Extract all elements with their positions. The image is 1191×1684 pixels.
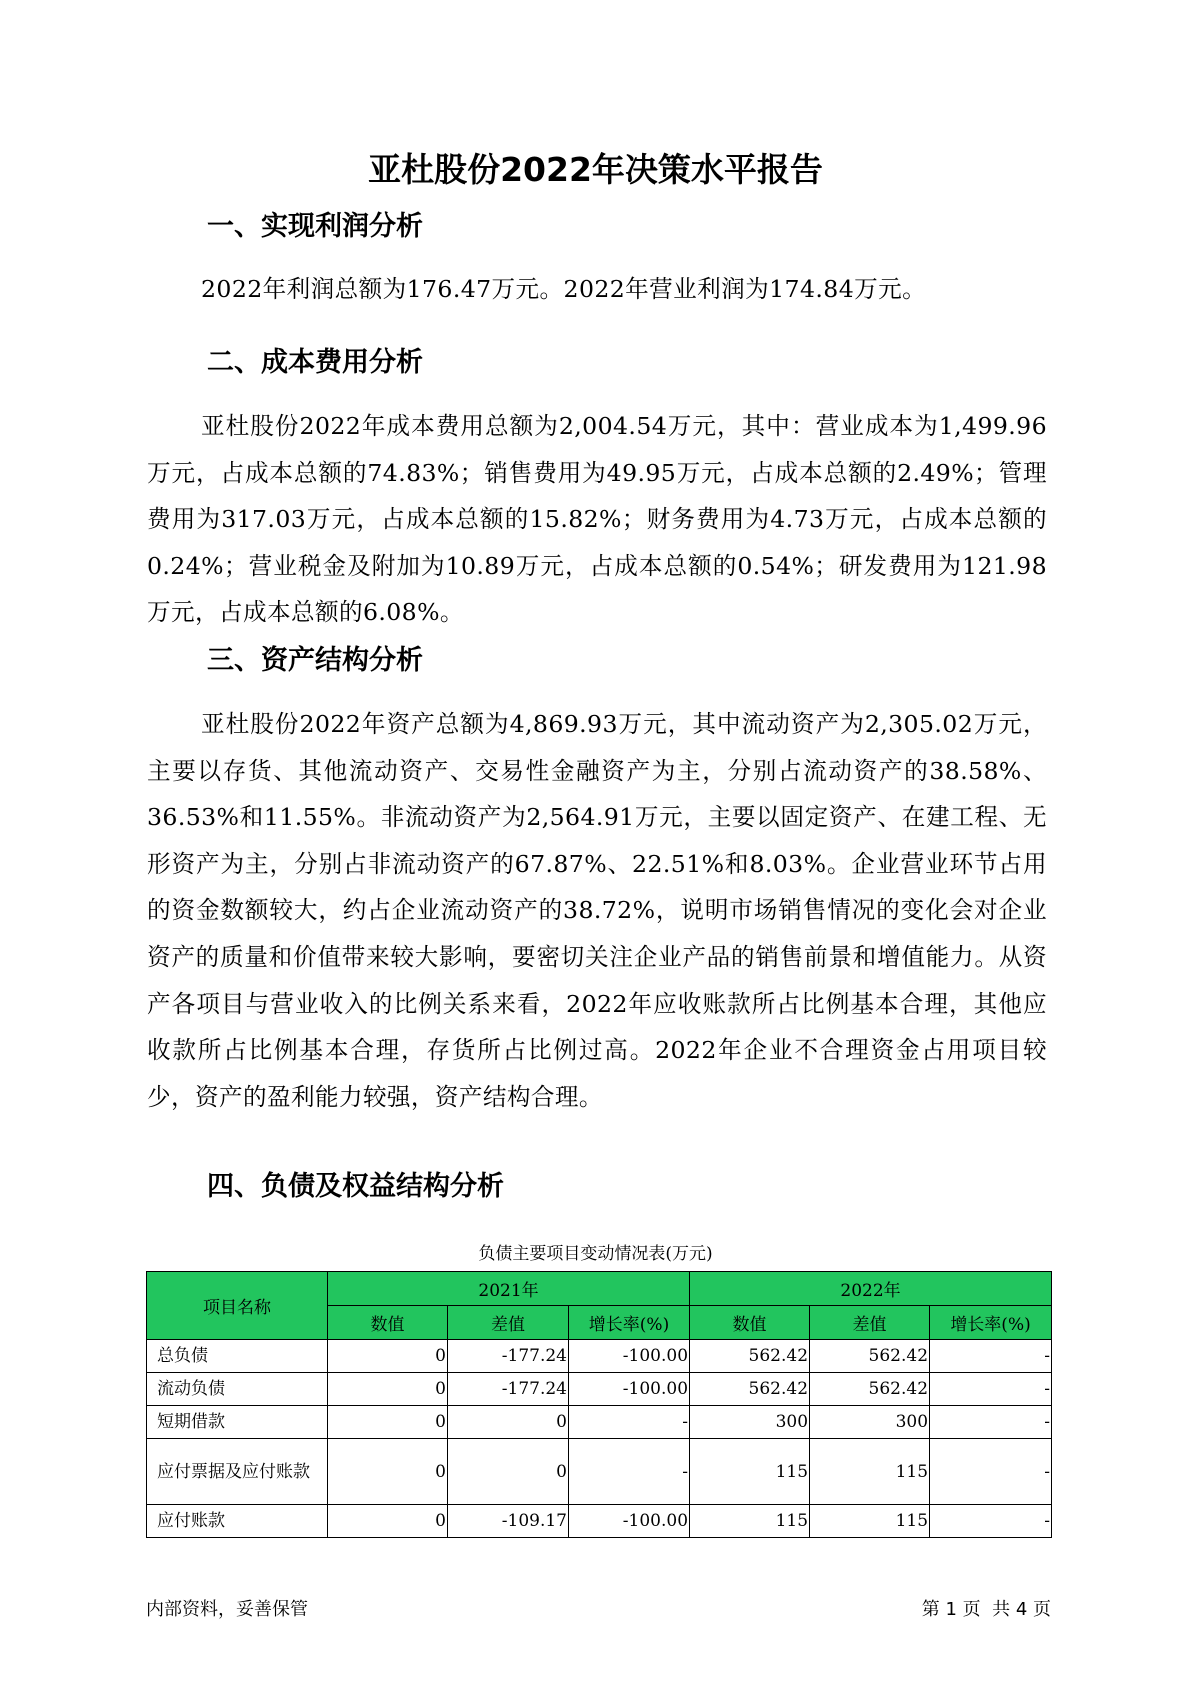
header-year-2022: 2022年 <box>690 1272 1052 1306</box>
row-name: 流动负债 <box>147 1373 328 1406</box>
footer-page-number: 第 1 页 共 4 页 <box>921 1599 1051 1620</box>
row-name: 短期借款 <box>147 1406 328 1439</box>
table-row <box>147 1439 1052 1505</box>
liabilities-table <box>146 1271 1052 1538</box>
document-title: 亚杜股份2022年决策水平报告 <box>368 150 823 189</box>
cell-growth-2022: - <box>930 1406 1052 1439</box>
header-diff-2022: 差值 <box>810 1306 930 1340</box>
cell-growth-2021: - <box>569 1406 690 1439</box>
cell-growth-2021: -100.00 <box>569 1340 690 1373</box>
section-paragraph-assets: 亚杜股份2022年资产总额为4,869.93万元，其中流动资产为2,305.02万元，主要以存货、其他流动资产、交易性金融资产为主，分别占流动资产的38.58%、36.53%和11.55%。非流动资产为2,564.91万元，主要以固定资产、在建工程、无形资产为主，分别占非流动资产的67.87%、22.51%和8.03%。企业营业环节占用的资金数额较大，约占企业流动资产的38.72%，说明市场销售情况的变化会对企业资产的质量和价值带来较大影响，要密切关注企业产品的销售前景和增值能力。从资产各项目与营业收入的比例关系来看，2022年应收账款所占比例基本合理，其他应收款所占比例基本合理，存货所占比例过高。2022年企业不合理资金占用项目较少，资产的盈利能力较强，资产结构合理。 <box>147 710 1047 1111</box>
cell-diff-2021: -177.24 <box>448 1373 569 1406</box>
cell-diff-2022: 115 <box>810 1439 930 1505</box>
cell-value-2021: 0 <box>328 1340 448 1373</box>
header-item-name: 项目名称 <box>147 1272 328 1340</box>
section-paragraph-cost: 亚杜股份2022年成本费用总额为2,004.54万元，其中：营业成本为1,499.96万元，占成本总额的74.83%；销售费用为49.95万元，占成本总额的2.49%；管理费用为317.03万元，占成本总额的15.82%；财务费用为4.73万元，占成本总额的0.24%；营业税金及附加为10.89万元，占成本总额的0.54%；研发费用为121.98万元，占成本总额的6.08%。 <box>147 412 1047 627</box>
cell-growth-2022: - <box>930 1340 1052 1373</box>
section-heading-liabilities: 四、负债及权益结构分析 <box>207 1171 504 1202</box>
cell-growth-2022: - <box>930 1505 1052 1538</box>
cell-growth-2022: - <box>930 1439 1052 1505</box>
header-value-2021: 数值 <box>328 1306 448 1340</box>
section-paragraph-profit: 2022年利润总额为176.47万元。2022年营业利润为174.84万元。 <box>201 275 927 303</box>
cell-diff-2021: 0 <box>448 1439 569 1505</box>
cell-value-2021: 0 <box>328 1406 448 1439</box>
cell-diff-2022: 562.42 <box>810 1373 930 1406</box>
row-name: 总负债 <box>147 1340 328 1373</box>
cell-diff-2021: -109.17 <box>448 1505 569 1538</box>
cell-growth-2021: -100.00 <box>569 1505 690 1538</box>
cell-value-2022: 562.42 <box>690 1340 810 1373</box>
cell-value-2022: 562.42 <box>690 1373 810 1406</box>
cell-value-2021: 0 <box>328 1439 448 1505</box>
section-heading-assets: 三、资产结构分析 <box>207 645 423 676</box>
table-row <box>147 1406 1052 1439</box>
table-row <box>147 1340 1052 1373</box>
cell-value-2021: 0 <box>328 1373 448 1406</box>
section-heading-profit: 一、实现利润分析 <box>207 211 423 242</box>
cell-growth-2021: - <box>569 1439 690 1505</box>
cell-diff-2022: 562.42 <box>810 1340 930 1373</box>
cell-value-2022: 115 <box>690 1505 810 1538</box>
table-row <box>147 1373 1052 1406</box>
cell-diff-2021: -177.24 <box>448 1340 569 1373</box>
cell-diff-2022: 300 <box>810 1406 930 1439</box>
cell-growth-2021: -100.00 <box>569 1373 690 1406</box>
header-value-2022: 数值 <box>690 1306 810 1340</box>
header-growth-2022: 增长率(%) <box>930 1306 1052 1340</box>
header-growth-2021: 增长率(%) <box>569 1306 690 1340</box>
cell-value-2022: 300 <box>690 1406 810 1439</box>
row-name: 应付账款 <box>147 1505 328 1538</box>
section-heading-cost: 二、成本费用分析 <box>207 347 423 378</box>
row-name: 应付票据及应付账款 <box>147 1439 328 1505</box>
footer-confidential-note: 内部资料，妥善保管 <box>146 1599 308 1620</box>
table-caption: 负债主要项目变动情况表(万元) <box>478 1244 713 1264</box>
cell-diff-2022: 115 <box>810 1505 930 1538</box>
cell-growth-2022: - <box>930 1373 1052 1406</box>
header-year-2021: 2021年 <box>328 1272 690 1306</box>
table-row <box>147 1505 1052 1538</box>
header-diff-2021: 差值 <box>448 1306 569 1340</box>
cell-value-2021: 0 <box>328 1505 448 1538</box>
cell-value-2022: 115 <box>690 1439 810 1505</box>
cell-diff-2021: 0 <box>448 1406 569 1439</box>
